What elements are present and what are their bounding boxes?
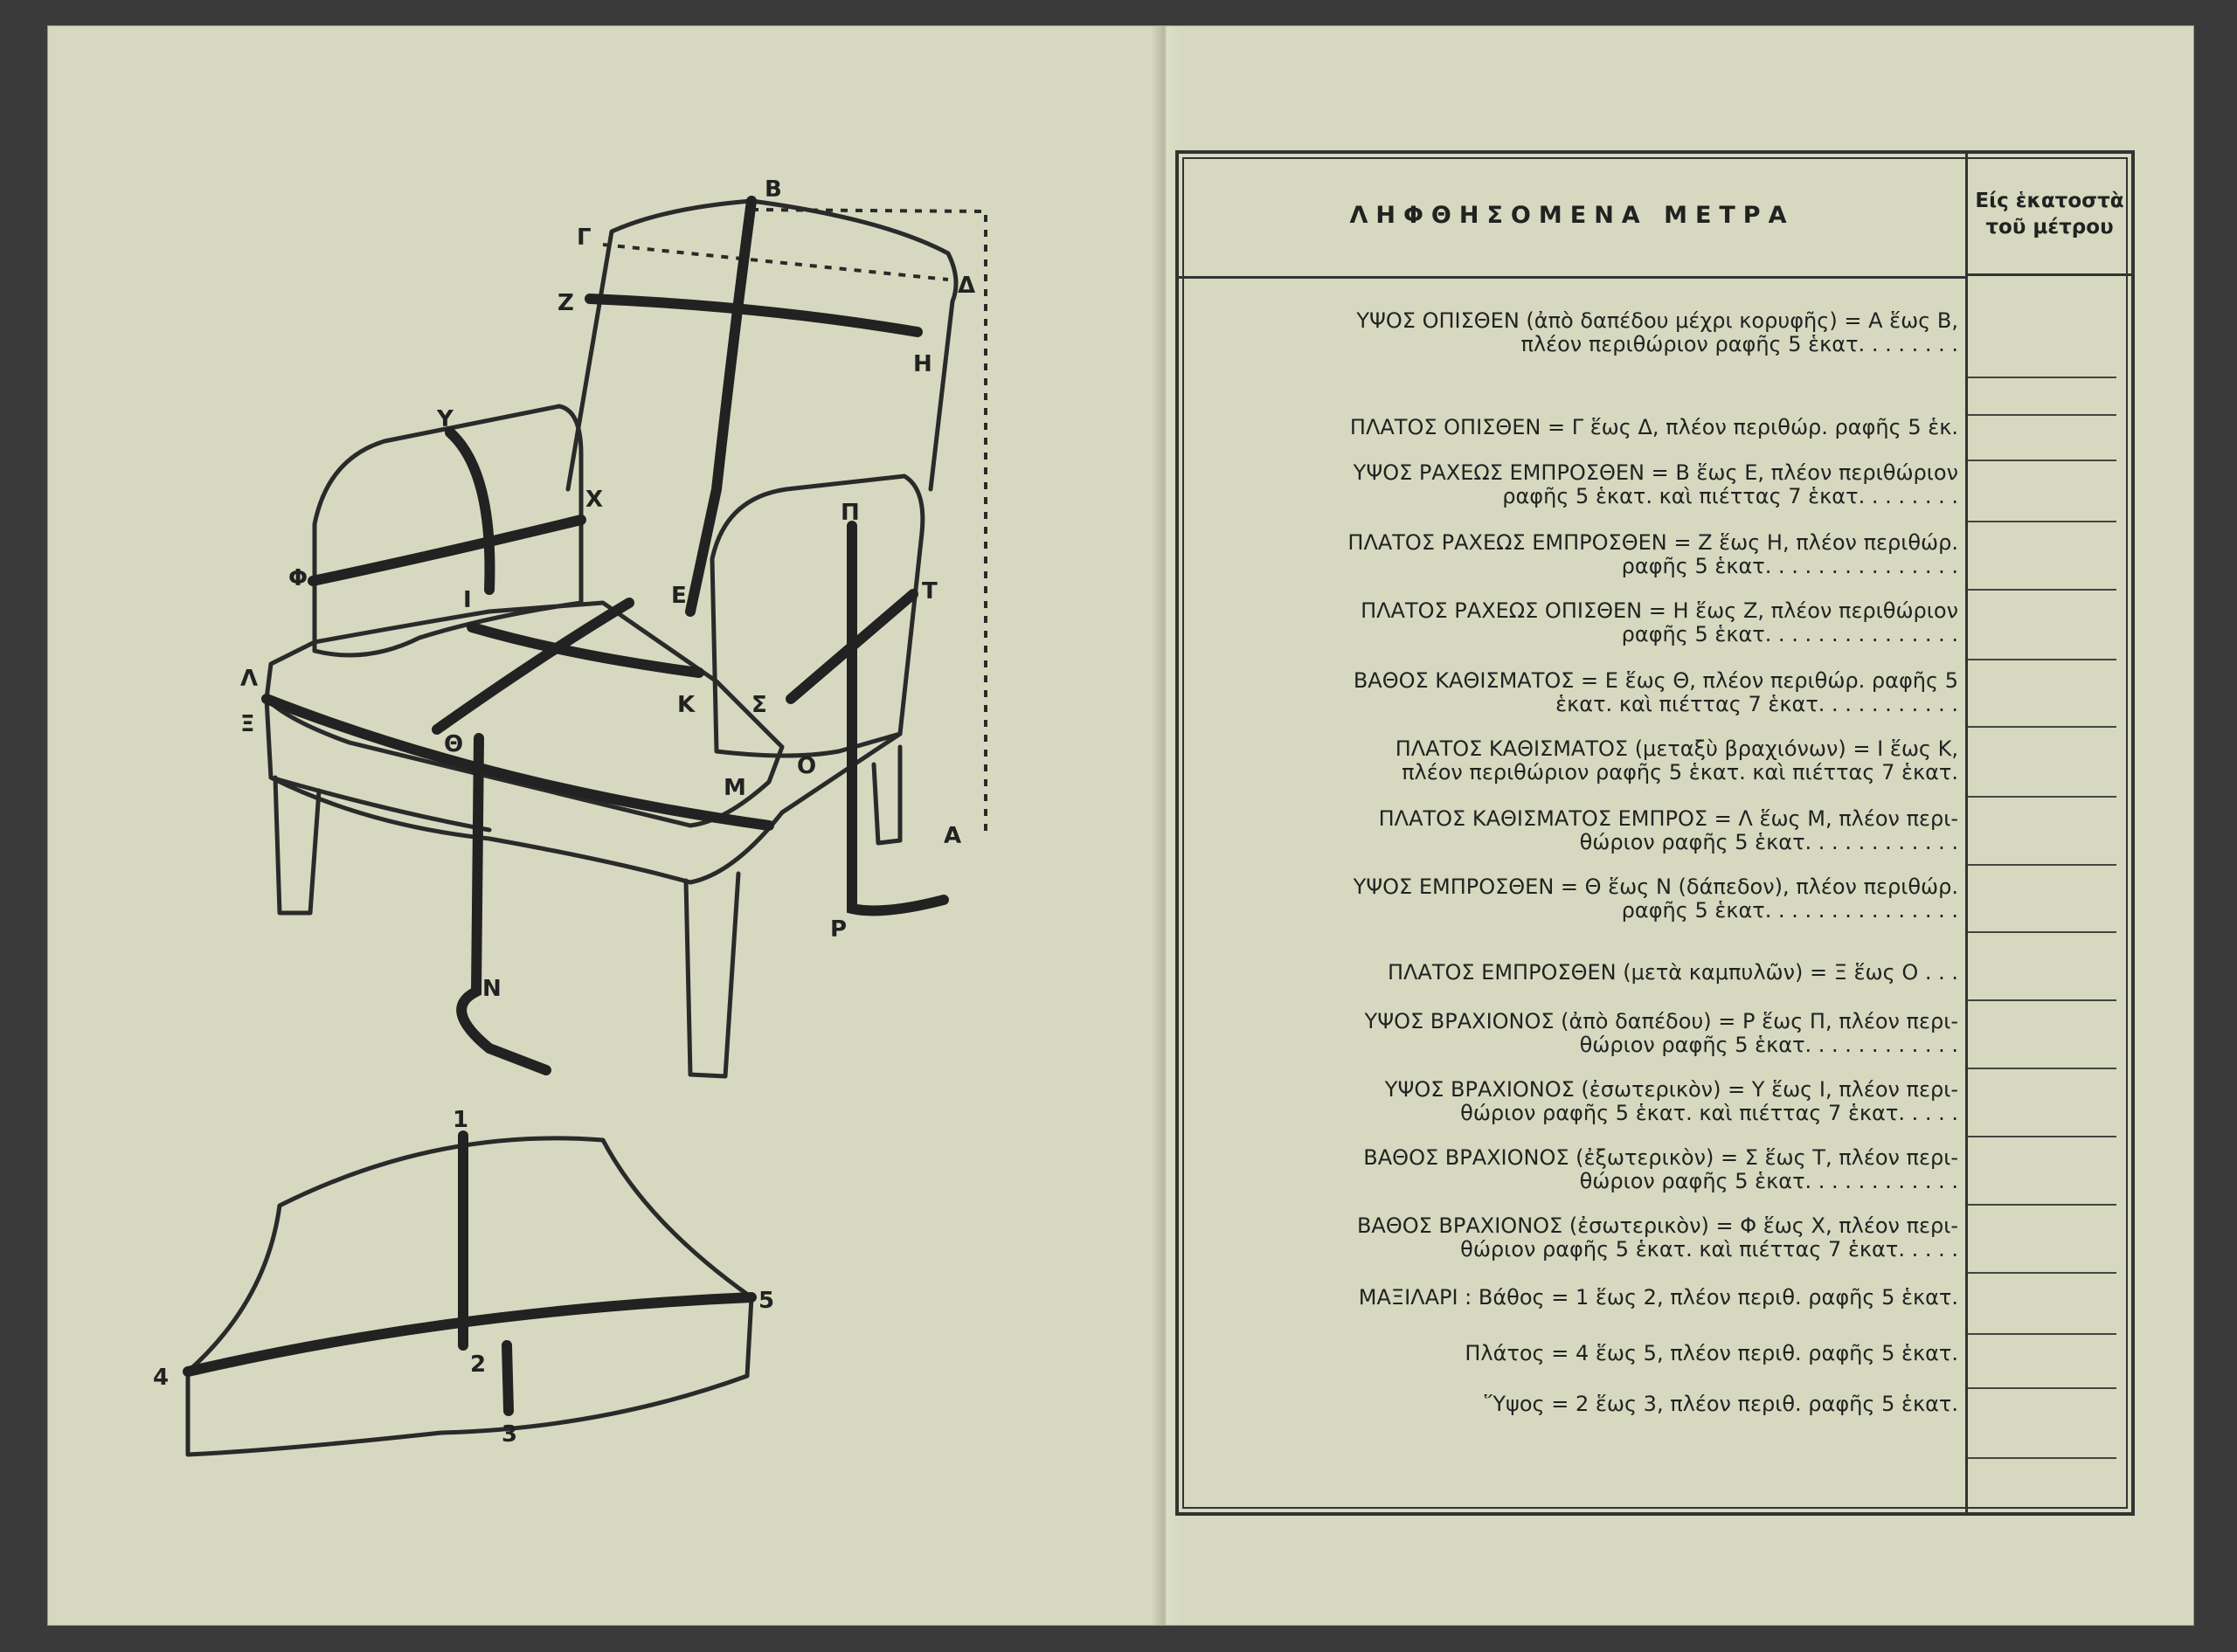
entry-line [1968, 726, 2116, 728]
label-alpha: Α [944, 823, 962, 849]
measurement-text: ΠΛΑΤΟΣ ΕΜΠΡΟΣΘΕΝ (μετὰ καμπυλῶν) = Ξ ἕως Ο . . . [1387, 960, 1958, 985]
measurement-text-continued: πλέον περιθώριον ραφῆς 5 ἑκατ. καὶ πιέττας 7 ἑκατ. [1402, 760, 1958, 785]
measurement-text-continued: ἑκατ. καὶ πιέττας 7 ἑκατ. . . . . . . . . . . [1555, 692, 1958, 716]
measurement-text: Ὕψος = 2 ἕως 3, πλέον περιθ. ραφῆς 5 ἑκατ. [1484, 1392, 1958, 1416]
measurement-text: ΒΑΘΟΣ ΒΡΑΧΙΟΝΟΣ (ἐσωτερικὸν) = Φ ἕως Χ, πλέον περι- [1356, 1213, 1958, 1238]
entry-line [1968, 999, 2116, 1001]
label-chi: Χ [585, 487, 604, 513]
measurement-row [1189, 599, 1958, 646]
entry-line [1968, 377, 2116, 378]
measurement-text: Πλάτος = 4 ἕως 5, πλέον περιθ. ραφῆς 5 ἑκατ. [1465, 1341, 1958, 1365]
entry-line [1968, 1068, 2116, 1069]
label-beta: Β [765, 176, 782, 203]
label-iota: Ι [463, 587, 472, 613]
measurement-text: ΥΨΟΣ ΡΑΧΕΩΣ ΕΜΠΡΟΣΘΕΝ = Β ἕως Ε, πλέον περιθώριον [1353, 460, 1958, 485]
measurement-row [1189, 1010, 1958, 1057]
measurement-text-continued: θώριον ραφῆς 5 ἑκατ. καὶ πιέττας 7 ἑκατ. . . . . [1460, 1237, 1958, 1261]
measurement-text: ΒΑΘΟΣ ΒΡΑΧΙΟΝΟΣ (ἐξωτερικὸν) = Σ ἕως Τ, πλέον περι- [1363, 1145, 1958, 1170]
measurement-row [1189, 1393, 1958, 1416]
label-tau: Τ [922, 578, 938, 605]
label-zeta: Ζ [558, 290, 574, 316]
measurement-text-continued: ραφῆς 5 ἑκατ. . . . . . . . . . . . . . . [1621, 622, 1958, 646]
entry-line [1968, 931, 2116, 933]
label-xi: Ξ [240, 711, 255, 737]
entry-line [1968, 414, 2116, 416]
measurement-text: ΒΑΘΟΣ ΚΑΘΙΣΜΑΤΟΣ = Ε ἕως Θ, πλέον περιθώρ. ραφῆς 5 [1353, 668, 1958, 693]
measurement-text: ΠΛΑΤΟΣ ΡΑΧΕΩΣ ΕΜΠΡΟΣΘΕΝ = Ζ ἕως Η, πλέον περιθώρ. [1347, 530, 1958, 555]
measurement-row [1189, 1078, 1958, 1125]
measurement-text-continued: θώριον ραφῆς 5 ἑκατ. . . . . . . . . . . . [1579, 1169, 1958, 1193]
measurement-row [1189, 1214, 1958, 1261]
measurement-row [1189, 1146, 1958, 1193]
cushion-label-4: 4 [153, 1365, 170, 1391]
label-kappa: Κ [677, 692, 696, 718]
entry-line [1968, 1136, 2116, 1137]
entry-line [1968, 1204, 2116, 1206]
entry-line [1968, 796, 2116, 798]
measurement-text-continued: θώριον ραφῆς 5 ἑκατ. . . . . . . . . . . . [1579, 830, 1958, 854]
table-title: ΛΗΦΘΗΣΟΜΕΝΑ ΜΕΤΡΑ [1179, 154, 1965, 279]
label-epsilon: Ε [671, 583, 687, 609]
unit-column-header: Είς ἑκατοστὰ τοῦ μέτρου [1965, 154, 2131, 276]
measurements-table [1175, 150, 2135, 1516]
cushion-label-5: 5 [758, 1288, 775, 1314]
measurement-text: ΠΛΑΤΟΣ ΡΑΧΕΩΣ ΟΠΙΣΘΕΝ = Η ἕως Ζ, πλέον περιθώριον [1361, 598, 1958, 623]
column-divider [1965, 276, 1968, 1512]
label-pi: Π [841, 500, 860, 526]
measurement-row [1189, 961, 1958, 985]
entry-line [1968, 521, 2116, 522]
measurement-text: ΠΛΑΤΟΣ ΟΠΙΣΘΕΝ = Γ ἕως Δ, πλέον περιθώρ. ραφῆς 5 ἑκ. [1349, 415, 1958, 439]
label-phi: Φ [288, 565, 308, 591]
entry-line [1968, 460, 2116, 461]
label-upsilon: Υ [437, 406, 454, 432]
label-sigma: Σ [751, 692, 767, 718]
measurement-text-continued: θώριον ραφῆς 5 ἑκατ. . . . . . . . . . . . [1579, 1033, 1958, 1057]
label-gamma: Γ [577, 225, 592, 251]
entry-line [1968, 1272, 2116, 1274]
label-omicron: Ο [797, 753, 817, 779]
measurement-text-continued: πλέον περιθώριον ραφῆς 5 ἑκατ. . . . . . . . [1520, 332, 1958, 356]
measurement-row [1189, 461, 1958, 508]
measurement-row [1189, 737, 1958, 785]
entry-line [1968, 659, 2116, 660]
measurement-text-continued: ραφῆς 5 ἑκατ. . . . . . . . . . . . . . . [1621, 898, 1958, 923]
entry-line [1968, 589, 2116, 591]
label-theta: Θ [444, 731, 464, 757]
measurement-text: ΥΨΟΣ ΟΠΙΣΘΕΝ (ἀπὸ δαπέδου μέχρι κορυφῆς) = Α ἕως Β, [1356, 308, 1958, 333]
label-lambda: Λ [240, 666, 259, 692]
measurement-text: ΥΨΟΣ ΕΜΠΡΟΣΘΕΝ = Θ ἕως Ν (δάπεδον), πλέον περιθώρ. [1353, 874, 1958, 899]
measurement-row [1189, 875, 1958, 923]
cushion-label-1: 1 [453, 1107, 469, 1133]
label-rho: Ρ [830, 916, 848, 943]
label-mu: Μ [724, 775, 746, 801]
measurement-row [1189, 416, 1958, 439]
measurement-text: ΠΛΑΤΟΣ ΚΑΘΙΣΜΑΤΟΣ ΕΜΠΡΟΣ = Λ ἕως Μ, πλέον περι- [1378, 806, 1958, 831]
measurement-row [1189, 1286, 1958, 1310]
measurement-row [1189, 807, 1958, 854]
measurement-text: ΠΛΑΤΟΣ ΚΑΘΙΣΜΑΤΟΣ (μεταξὺ βραχιόνων) = Ι ἕως Κ, [1395, 736, 1958, 761]
entry-line [1968, 1387, 2116, 1389]
measurement-text-continued: ραφῆς 5 ἑκατ. καὶ πιέττας 7 ἑκατ. . . . . . . . [1502, 484, 1958, 508]
measurement-text-continued: θώριον ραφῆς 5 ἑκατ. καὶ πιέττας 7 ἑκατ. . . . . [1460, 1101, 1958, 1125]
measurement-row [1189, 531, 1958, 578]
entry-line [1968, 1457, 2116, 1459]
label-delta: Δ [958, 273, 976, 299]
measurement-row [1189, 669, 1958, 716]
measurement-row [1189, 1342, 1958, 1365]
cushion-label-3: 3 [502, 1421, 518, 1448]
measurement-text: ΜΑΞΙΛΑΡΙ : Βάθος = 1 ἕως 2, πλέον περιθ. ραφῆς 5 ἑκατ. [1358, 1285, 1958, 1310]
measurement-text-continued: ραφῆς 5 ἑκατ. . . . . . . . . . . . . . . [1621, 554, 1958, 578]
measurement-text: ΥΨΟΣ ΒΡΑΧΙΟΝΟΣ (ἐσωτερικὸν) = Υ ἕως Ι, πλέον περι- [1384, 1077, 1958, 1102]
entry-line [1968, 1333, 2116, 1335]
label-eta: Η [913, 351, 932, 377]
entry-line [1968, 864, 2116, 866]
measurement-text: ΥΨΟΣ ΒΡΑΧΙΟΝΟΣ (ἀπὸ δαπέδου) = Ρ ἕως Π, πλέον περι- [1364, 1009, 1958, 1033]
cushion-label-2: 2 [470, 1351, 487, 1378]
measurement-row [1189, 309, 1958, 356]
label-nu: Ν [482, 976, 502, 1002]
